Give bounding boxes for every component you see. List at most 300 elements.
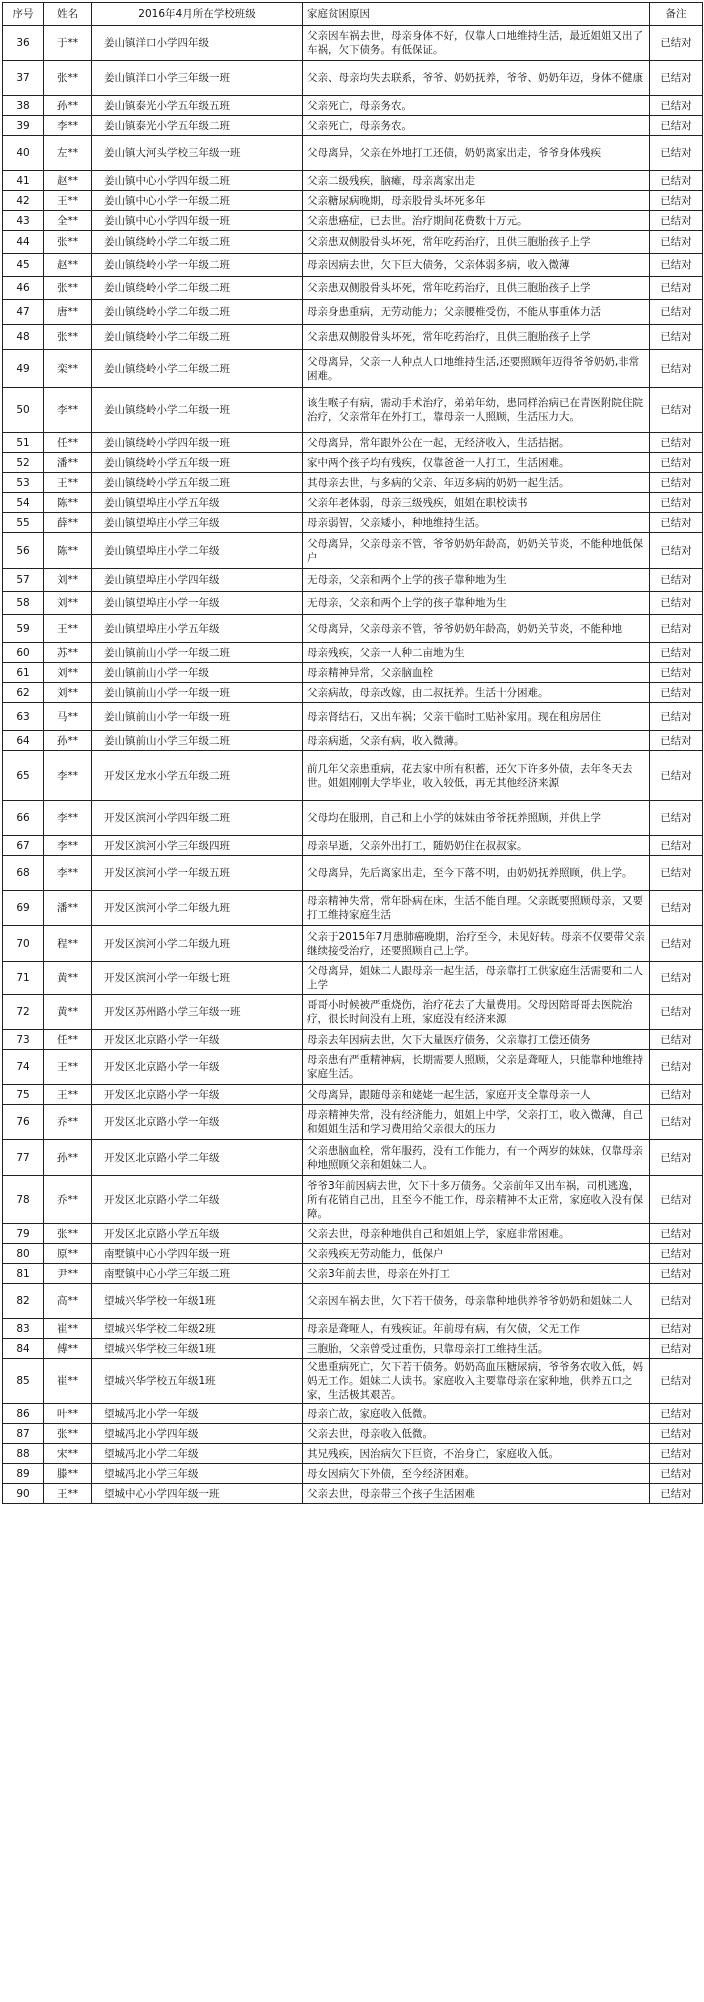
cell-school: 姜山镇前山小学一年级一班	[92, 683, 303, 703]
cell-no: 64	[3, 731, 44, 751]
cell-note: 已结对	[650, 453, 703, 473]
cell-reason: 母亲病逝，父亲有病，收入微薄。	[303, 731, 650, 751]
header-name: 姓名	[44, 3, 92, 26]
cell-note: 已结对	[650, 350, 703, 388]
table-row	[3, 26, 703, 61]
cell-reason: 父亲死亡，母亲务农。	[303, 96, 650, 116]
table-body	[3, 26, 703, 1504]
cell-name: 王**	[44, 1050, 92, 1085]
cell-name: 黄**	[44, 995, 92, 1030]
table-row	[3, 453, 703, 473]
cell-reason: 母亲精神失常，没有经济能力，姐姐上中学，父亲打工，收入微薄，自己和姐姐生活和学习费用给父亲很大的压力	[303, 1105, 650, 1140]
cell-name: 黄**	[44, 962, 92, 995]
cell-reason: 其兄残疾，因治病欠下巨资，不治身亡，家庭收入低。	[303, 1444, 650, 1464]
cell-name: 王**	[44, 191, 92, 211]
cell-reason: 父亲糖尿病晚期，母亲股骨头坏死多年	[303, 191, 650, 211]
cell-no: 85	[3, 1359, 44, 1404]
cell-name: 高**	[44, 1284, 92, 1319]
cell-note: 已结对	[650, 1424, 703, 1444]
cell-note: 已结对	[650, 683, 703, 703]
cell-no: 48	[3, 325, 44, 350]
cell-reason: 母女因病欠下外债，至今经济困难。	[303, 1464, 650, 1484]
cell-name: 张**	[44, 277, 92, 300]
cell-no: 69	[3, 891, 44, 926]
table-row	[3, 615, 703, 643]
table-row	[3, 1264, 703, 1284]
cell-school: 姜山镇绕岭小学一年级二班	[92, 254, 303, 277]
table-row	[3, 1444, 703, 1464]
cell-name: 李**	[44, 116, 92, 136]
cell-school: 姜山镇中心小学一年级二班	[92, 191, 303, 211]
cell-no: 67	[3, 836, 44, 856]
cell-name: 苏**	[44, 643, 92, 663]
table-row	[3, 1424, 703, 1444]
cell-no: 79	[3, 1224, 44, 1244]
cell-name: 张**	[44, 61, 92, 96]
cell-reason: 前几年父亲患重病，花去家中所有积蓄，还欠下许多外债，去年冬天去世。姐姐刚刚大学毕业，收入较低，再无其他经济来源	[303, 751, 650, 801]
cell-no: 36	[3, 26, 44, 61]
cell-note: 已结对	[650, 1030, 703, 1050]
table-row	[3, 300, 703, 325]
cell-no: 90	[3, 1484, 44, 1504]
cell-note: 已结对	[650, 703, 703, 731]
cell-no: 62	[3, 683, 44, 703]
cell-no: 65	[3, 751, 44, 801]
cell-reason: 父母离异，父亲母亲不管，爷爷奶奶年龄高，奶奶关节炎，不能种地低保户	[303, 533, 650, 569]
cell-note: 已结对	[650, 1140, 703, 1176]
cell-school: 南墅镇中心小学三年级二班	[92, 1264, 303, 1284]
cell-note: 已结对	[650, 1264, 703, 1284]
cell-no: 40	[3, 136, 44, 171]
cell-reason: 父亲患双侧股骨头坏死，常年吃药治疗，且供三胞胎孩子上学	[303, 231, 650, 254]
cell-reason: 三胞胎，父亲曾受过重伤，只靠母亲打工维持生活。	[303, 1339, 650, 1359]
cell-name: 刘**	[44, 663, 92, 683]
cell-reason: 母亲残疾，父亲一人种二亩地为生	[303, 643, 650, 663]
table-row	[3, 388, 703, 433]
cell-no: 88	[3, 1444, 44, 1464]
table-row	[3, 277, 703, 300]
cell-school: 开发区北京路小学一年级	[92, 1050, 303, 1085]
cell-name: 滕**	[44, 1464, 92, 1484]
cell-name: 乔**	[44, 1176, 92, 1224]
cell-no: 80	[3, 1244, 44, 1264]
table-row	[3, 1359, 703, 1404]
cell-no: 52	[3, 453, 44, 473]
cell-school: 开发区龙水小学五年级二班	[92, 751, 303, 801]
cell-name: 傅**	[44, 1339, 92, 1359]
cell-no: 63	[3, 703, 44, 731]
cell-reason: 母亲弱智，父亲矮小，种地维持生活。	[303, 513, 650, 533]
cell-no: 51	[3, 433, 44, 453]
cell-name: 尹**	[44, 1264, 92, 1284]
cell-reason: 无母亲，父亲和两个上学的孩子靠种地为生	[303, 592, 650, 615]
cell-school: 开发区北京路小学五年级	[92, 1224, 303, 1244]
cell-school: 望城兴华学校三年级1班	[92, 1339, 303, 1359]
cell-no: 76	[3, 1105, 44, 1140]
table-row	[3, 350, 703, 388]
table-row	[3, 473, 703, 493]
cell-note: 已结对	[650, 592, 703, 615]
cell-name: 程**	[44, 926, 92, 962]
table-row	[3, 1140, 703, 1176]
cell-name: 王**	[44, 473, 92, 493]
cell-school: 姜山镇绕岭小学二年级一班	[92, 388, 303, 433]
cell-reason: 母亲亡故，家庭收入低微。	[303, 1404, 650, 1424]
cell-school: 开发区滨河小学二年级九班	[92, 891, 303, 926]
cell-reason: 父亲去世，母亲带三个孩子生活困难	[303, 1484, 650, 1504]
cell-note: 已结对	[650, 61, 703, 96]
cell-note: 已结对	[650, 300, 703, 325]
cell-school: 开发区滨河小学四年级二班	[92, 801, 303, 836]
table-row	[3, 1050, 703, 1085]
cell-note: 已结对	[650, 1244, 703, 1264]
cell-name: 李**	[44, 751, 92, 801]
cell-note: 已结对	[650, 1224, 703, 1244]
cell-name: 潘**	[44, 891, 92, 926]
table-row	[3, 731, 703, 751]
cell-school: 开发区北京路小学一年级	[92, 1105, 303, 1140]
table-row	[3, 926, 703, 962]
cell-school: 姜山镇前山小学一年级	[92, 663, 303, 683]
cell-reason: 无母亲，父亲和两个上学的孩子靠种地为生	[303, 569, 650, 592]
table-row	[3, 325, 703, 350]
cell-reason: 父亲患双侧股骨头坏死，常年吃药治疗，且供三胞胎孩子上学	[303, 277, 650, 300]
header-school: 2016年4月所在学校班级	[92, 3, 303, 26]
cell-school: 望城冯北小学三年级	[92, 1464, 303, 1484]
cell-reason: 父亲因车祸去世，欠下若干债务，母亲靠种地供养爷爷奶奶和姐妹二人	[303, 1284, 650, 1319]
table-row	[3, 1284, 703, 1319]
cell-name: 薛**	[44, 513, 92, 533]
table-row	[3, 533, 703, 569]
cell-no: 55	[3, 513, 44, 533]
cell-no: 61	[3, 663, 44, 683]
cell-school: 姜山镇绕岭小学二年级二班	[92, 277, 303, 300]
cell-reason: 家中两个孩子均有残疾，仅靠爸爸一人打工，生活困难。	[303, 453, 650, 473]
cell-reason: 父母离异，先后离家出走，至今下落不明，由奶奶抚养照顾，供上学。	[303, 856, 650, 891]
cell-reason: 母亲因病去世，欠下巨大债务，父亲体弱多病，收入微薄	[303, 254, 650, 277]
cell-school: 开发区北京路小学一年级	[92, 1085, 303, 1105]
cell-no: 38	[3, 96, 44, 116]
cell-reason: 母亲早逝，父亲外出打工，随奶奶住在叔叔家。	[303, 836, 650, 856]
cell-school: 姜山镇大河头学校三年级一班	[92, 136, 303, 171]
poverty-student-table	[2, 2, 703, 1504]
cell-reason: 父亲去世，母亲收入低微。	[303, 1424, 650, 1444]
cell-no: 46	[3, 277, 44, 300]
cell-note: 已结对	[650, 1404, 703, 1424]
cell-name: 陈**	[44, 493, 92, 513]
cell-name: 赵**	[44, 254, 92, 277]
cell-name: 张**	[44, 231, 92, 254]
cell-reason: 父母离异，跟随母亲和姥姥一起生活，家庭开支全靠母亲一人	[303, 1085, 650, 1105]
cell-note: 已结对	[650, 643, 703, 663]
table-row	[3, 96, 703, 116]
cell-school: 开发区北京路小学一年级	[92, 1030, 303, 1050]
cell-reason: 母亲患有严重精神病，长期需要人照顾，父亲是聋哑人，只能靠种地维持家庭生活。	[303, 1050, 650, 1085]
cell-note: 已结对	[650, 96, 703, 116]
cell-school: 姜山镇洋口小学四年级	[92, 26, 303, 61]
cell-school: 开发区滨河小学三年级四班	[92, 836, 303, 856]
cell-note: 已结对	[650, 1050, 703, 1085]
table-row	[3, 116, 703, 136]
cell-school: 姜山镇望埠庄小学一年级	[92, 592, 303, 615]
cell-name: 刘**	[44, 683, 92, 703]
table-row	[3, 231, 703, 254]
cell-school: 南墅镇中心小学四年级一班	[92, 1244, 303, 1264]
cell-name: 张**	[44, 325, 92, 350]
cell-no: 54	[3, 493, 44, 513]
cell-name: 刘**	[44, 569, 92, 592]
cell-note: 已结对	[650, 433, 703, 453]
cell-school: 姜山镇绕岭小学五年级一班	[92, 453, 303, 473]
cell-reason: 父亲年老体弱，母亲三级残疾，姐姐在职校读书	[303, 493, 650, 513]
table-row	[3, 493, 703, 513]
cell-no: 70	[3, 926, 44, 962]
cell-reason: 父亲残疾无劳动能力，低保户	[303, 1244, 650, 1264]
cell-no: 53	[3, 473, 44, 493]
cell-school: 姜山镇前山小学一年级二班	[92, 643, 303, 663]
cell-name: 于**	[44, 26, 92, 61]
cell-note: 已结对	[650, 615, 703, 643]
cell-school: 姜山镇望埠庄小学五年级	[92, 615, 303, 643]
cell-note: 已结对	[650, 856, 703, 891]
cell-name: 栾**	[44, 350, 92, 388]
table-row	[3, 61, 703, 96]
cell-reason: 父母离异，父亲一人种点人口地维持生活,还要照顾年迈得爷爷奶奶,非常困难。	[303, 350, 650, 388]
cell-note: 已结对	[650, 325, 703, 350]
cell-note: 已结对	[650, 801, 703, 836]
cell-name: 叶**	[44, 1404, 92, 1424]
cell-reason: 父亲3年前去世，母亲在外打工	[303, 1264, 650, 1284]
cell-note: 已结对	[650, 513, 703, 533]
cell-no: 37	[3, 61, 44, 96]
cell-name: 潘**	[44, 453, 92, 473]
header-no: 序号	[3, 3, 44, 26]
cell-school: 望城兴华学校五年级1班	[92, 1359, 303, 1404]
cell-no: 82	[3, 1284, 44, 1319]
cell-note: 已结对	[650, 1284, 703, 1319]
cell-no: 81	[3, 1264, 44, 1284]
table-row	[3, 891, 703, 926]
cell-no: 78	[3, 1176, 44, 1224]
cell-no: 87	[3, 1424, 44, 1444]
cell-no: 39	[3, 116, 44, 136]
cell-no: 45	[3, 254, 44, 277]
cell-reason: 父亲患脑血栓，常年服药，没有工作能力，有一个两岁的妹妹，仅靠母亲种地照顾父亲和姐妹二人。	[303, 1140, 650, 1176]
cell-note: 已结对	[650, 533, 703, 569]
cell-no: 83	[3, 1319, 44, 1339]
cell-reason: 父母均在服刑，自己和上小学的妹妹由爷爷抚养照顾，并供上学	[303, 801, 650, 836]
cell-reason: 父亲因车祸去世，母亲身体不好，仅靠人口地维持生活，最近姐姐又出了车祸，欠下债务。有低保证。	[303, 26, 650, 61]
cell-reason: 母亲是聋哑人，有残疾证。年前母有病，有欠债，父无工作	[303, 1319, 650, 1339]
cell-note: 已结对	[650, 1484, 703, 1504]
cell-no: 72	[3, 995, 44, 1030]
cell-school: 姜山镇中心小学四年级二班	[92, 171, 303, 191]
cell-reason: 父亲患双侧股骨头坏死，常年吃药治疗，且供三胞胎孩子上学	[303, 325, 650, 350]
cell-name: 任**	[44, 433, 92, 453]
table-row	[3, 1105, 703, 1140]
cell-school: 望城冯北小学一年级	[92, 1404, 303, 1424]
cell-reason: 该生喉子有病，需动手术治疗，弟弟年幼，患同样治病已在青医附院住院治疗，父亲常年在外打工，靠母亲一人照顾，生活压力大。	[303, 388, 650, 433]
cell-reason: 父亲二级残疾，脑瘫，母亲离家出走	[303, 171, 650, 191]
cell-no: 57	[3, 569, 44, 592]
table-row	[3, 171, 703, 191]
table-row	[3, 683, 703, 703]
cell-name: 王**	[44, 1484, 92, 1504]
cell-school: 开发区滨河小学二年级九班	[92, 926, 303, 962]
table-row	[3, 1030, 703, 1050]
cell-name: 李**	[44, 388, 92, 433]
cell-school: 望城冯北小学四年级	[92, 1424, 303, 1444]
cell-no: 66	[3, 801, 44, 836]
cell-name: 王**	[44, 615, 92, 643]
cell-school: 望城冯北小学二年级	[92, 1444, 303, 1464]
cell-note: 已结对	[650, 891, 703, 926]
cell-no: 86	[3, 1404, 44, 1424]
cell-note: 已结对	[650, 26, 703, 61]
table-row	[3, 1484, 703, 1504]
cell-note: 已结对	[650, 962, 703, 995]
cell-no: 89	[3, 1464, 44, 1484]
cell-school: 望城兴华学校二年级2班	[92, 1319, 303, 1339]
cell-school: 姜山镇前山小学三年级二班	[92, 731, 303, 751]
cell-name: 孙**	[44, 731, 92, 751]
cell-reason: 母亲精神异常，父亲脑血栓	[303, 663, 650, 683]
table-row	[3, 663, 703, 683]
cell-note: 已结对	[650, 473, 703, 493]
cell-school: 开发区滨河小学一年级七班	[92, 962, 303, 995]
cell-name: 李**	[44, 801, 92, 836]
cell-school: 姜山镇泰光小学五年级二班	[92, 116, 303, 136]
cell-name: 马**	[44, 703, 92, 731]
table-row	[3, 751, 703, 801]
cell-name: 孙**	[44, 96, 92, 116]
cell-school: 姜山镇绕岭小学五年级二班	[92, 473, 303, 493]
cell-school: 姜山镇绕岭小学二年级二班	[92, 231, 303, 254]
cell-no: 44	[3, 231, 44, 254]
cell-name: 任**	[44, 1030, 92, 1050]
cell-note: 已结对	[650, 1339, 703, 1359]
cell-note: 已结对	[650, 254, 703, 277]
table-row	[3, 1176, 703, 1224]
table-header-row	[3, 3, 703, 26]
cell-reason: 父患重病死亡，欠下若干债务。奶奶高血压糖尿病，爷爷务农收入低，妈妈无工作。姐妹二人读书。家庭收入主要靠母亲在家种地，供养五口之家，生活极其艰苦。	[303, 1359, 650, 1404]
table-row	[3, 136, 703, 171]
cell-reason: 其母亲去世，与多病的父亲、年迈多病的奶奶一起生活。	[303, 473, 650, 493]
cell-reason: 父亲患癌症，已去世。治疗期间花费数十万元。	[303, 211, 650, 231]
cell-name: 唐**	[44, 300, 92, 325]
cell-name: 崔**	[44, 1319, 92, 1339]
table-row	[3, 569, 703, 592]
cell-reason: 父母离异，父亲母亲不管，爷爷奶奶年龄高，奶奶关节炎，不能种地	[303, 615, 650, 643]
table-row	[3, 856, 703, 891]
cell-no: 58	[3, 592, 44, 615]
cell-name: 左**	[44, 136, 92, 171]
cell-name: 王**	[44, 1085, 92, 1105]
cell-name: 原**	[44, 1244, 92, 1264]
cell-reason: 母亲肾结石，又出车祸；父亲干临时工贴补家用。现在租房居住	[303, 703, 650, 731]
cell-reason: 哥哥小时候被严重烧伤，治疗花去了大量费用。父母因陪哥哥去医院治疗，很长时间没有上班，家庭没有经济来源	[303, 995, 650, 1030]
cell-note: 已结对	[650, 1105, 703, 1140]
header-reason: 家庭贫困原因	[303, 3, 650, 26]
cell-note: 已结对	[650, 926, 703, 962]
cell-school: 姜山镇绕岭小学四年级一班	[92, 433, 303, 453]
table-row	[3, 1339, 703, 1359]
cell-note: 已结对	[650, 836, 703, 856]
cell-school: 姜山镇望埠庄小学四年级	[92, 569, 303, 592]
cell-no: 84	[3, 1339, 44, 1359]
cell-no: 73	[3, 1030, 44, 1050]
cell-note: 已结对	[650, 171, 703, 191]
cell-no: 60	[3, 643, 44, 663]
cell-reason: 父母离异，常年跟外公在一起，无经济收入，生活拮据。	[303, 433, 650, 453]
cell-school: 姜山镇前山小学一年级一班	[92, 703, 303, 731]
cell-note: 已结对	[650, 191, 703, 211]
cell-reason: 父母离异，父亲在外地打工还债，奶奶离家出走，爷爷身体残疾	[303, 136, 650, 171]
table-row	[3, 592, 703, 615]
cell-no: 68	[3, 856, 44, 891]
table-row	[3, 801, 703, 836]
cell-note: 已结对	[650, 231, 703, 254]
cell-note: 已结对	[650, 1359, 703, 1404]
cell-note: 已结对	[650, 136, 703, 171]
cell-note: 已结对	[650, 731, 703, 751]
cell-no: 49	[3, 350, 44, 388]
cell-school: 望城中心小学四年级一班	[92, 1484, 303, 1504]
table-row	[3, 836, 703, 856]
cell-school: 姜山镇中心小学四年级一班	[92, 211, 303, 231]
cell-name: 孙**	[44, 1140, 92, 1176]
cell-school: 姜山镇洋口小学三年级一班	[92, 61, 303, 96]
cell-note: 已结对	[650, 1444, 703, 1464]
cell-no: 56	[3, 533, 44, 569]
cell-no: 74	[3, 1050, 44, 1085]
cell-name: 张**	[44, 1224, 92, 1244]
cell-no: 42	[3, 191, 44, 211]
cell-no: 77	[3, 1140, 44, 1176]
table-row	[3, 211, 703, 231]
table-row	[3, 1319, 703, 1339]
cell-school: 开发区苏州路小学三年级一班	[92, 995, 303, 1030]
table-row	[3, 254, 703, 277]
cell-note: 已结对	[650, 388, 703, 433]
cell-note: 已结对	[650, 1319, 703, 1339]
cell-name: 乔**	[44, 1105, 92, 1140]
cell-note: 已结对	[650, 211, 703, 231]
cell-name: 李**	[44, 836, 92, 856]
cell-reason: 母亲去年因病去世，欠下大量医疗债务，父亲靠打工偿还债务	[303, 1030, 650, 1050]
cell-reason: 父亲、母亲均失去联系，爷爷、奶奶抚养，爷爷、奶奶年迈，身体不健康	[303, 61, 650, 96]
table-row	[3, 1085, 703, 1105]
table-row	[3, 643, 703, 663]
cell-name: 李**	[44, 856, 92, 891]
cell-name: 赵**	[44, 171, 92, 191]
cell-name: 全**	[44, 211, 92, 231]
table-row	[3, 995, 703, 1030]
cell-no: 59	[3, 615, 44, 643]
cell-name: 刘**	[44, 592, 92, 615]
cell-name: 崔**	[44, 1359, 92, 1404]
cell-reason: 母亲身患重病，无劳动能力；父亲腰椎受伤，不能从事重体力活	[303, 300, 650, 325]
cell-reason: 父亲于2015年7月患肺癌晚期，治疗至今，未见好转。母亲不仅要带父亲继续接受治疗，还要照顾自己上学。	[303, 926, 650, 962]
table-row	[3, 1404, 703, 1424]
cell-no: 47	[3, 300, 44, 325]
table-row	[3, 433, 703, 453]
cell-school: 姜山镇望埠庄小学五年级	[92, 493, 303, 513]
cell-school: 姜山镇望埠庄小学三年级	[92, 513, 303, 533]
cell-reason: 母亲精神失常，常年卧病在床，生活不能自理。父亲既要照顾母亲，又要打工维持家庭生活	[303, 891, 650, 926]
table-row	[3, 1224, 703, 1244]
cell-note: 已结对	[650, 569, 703, 592]
